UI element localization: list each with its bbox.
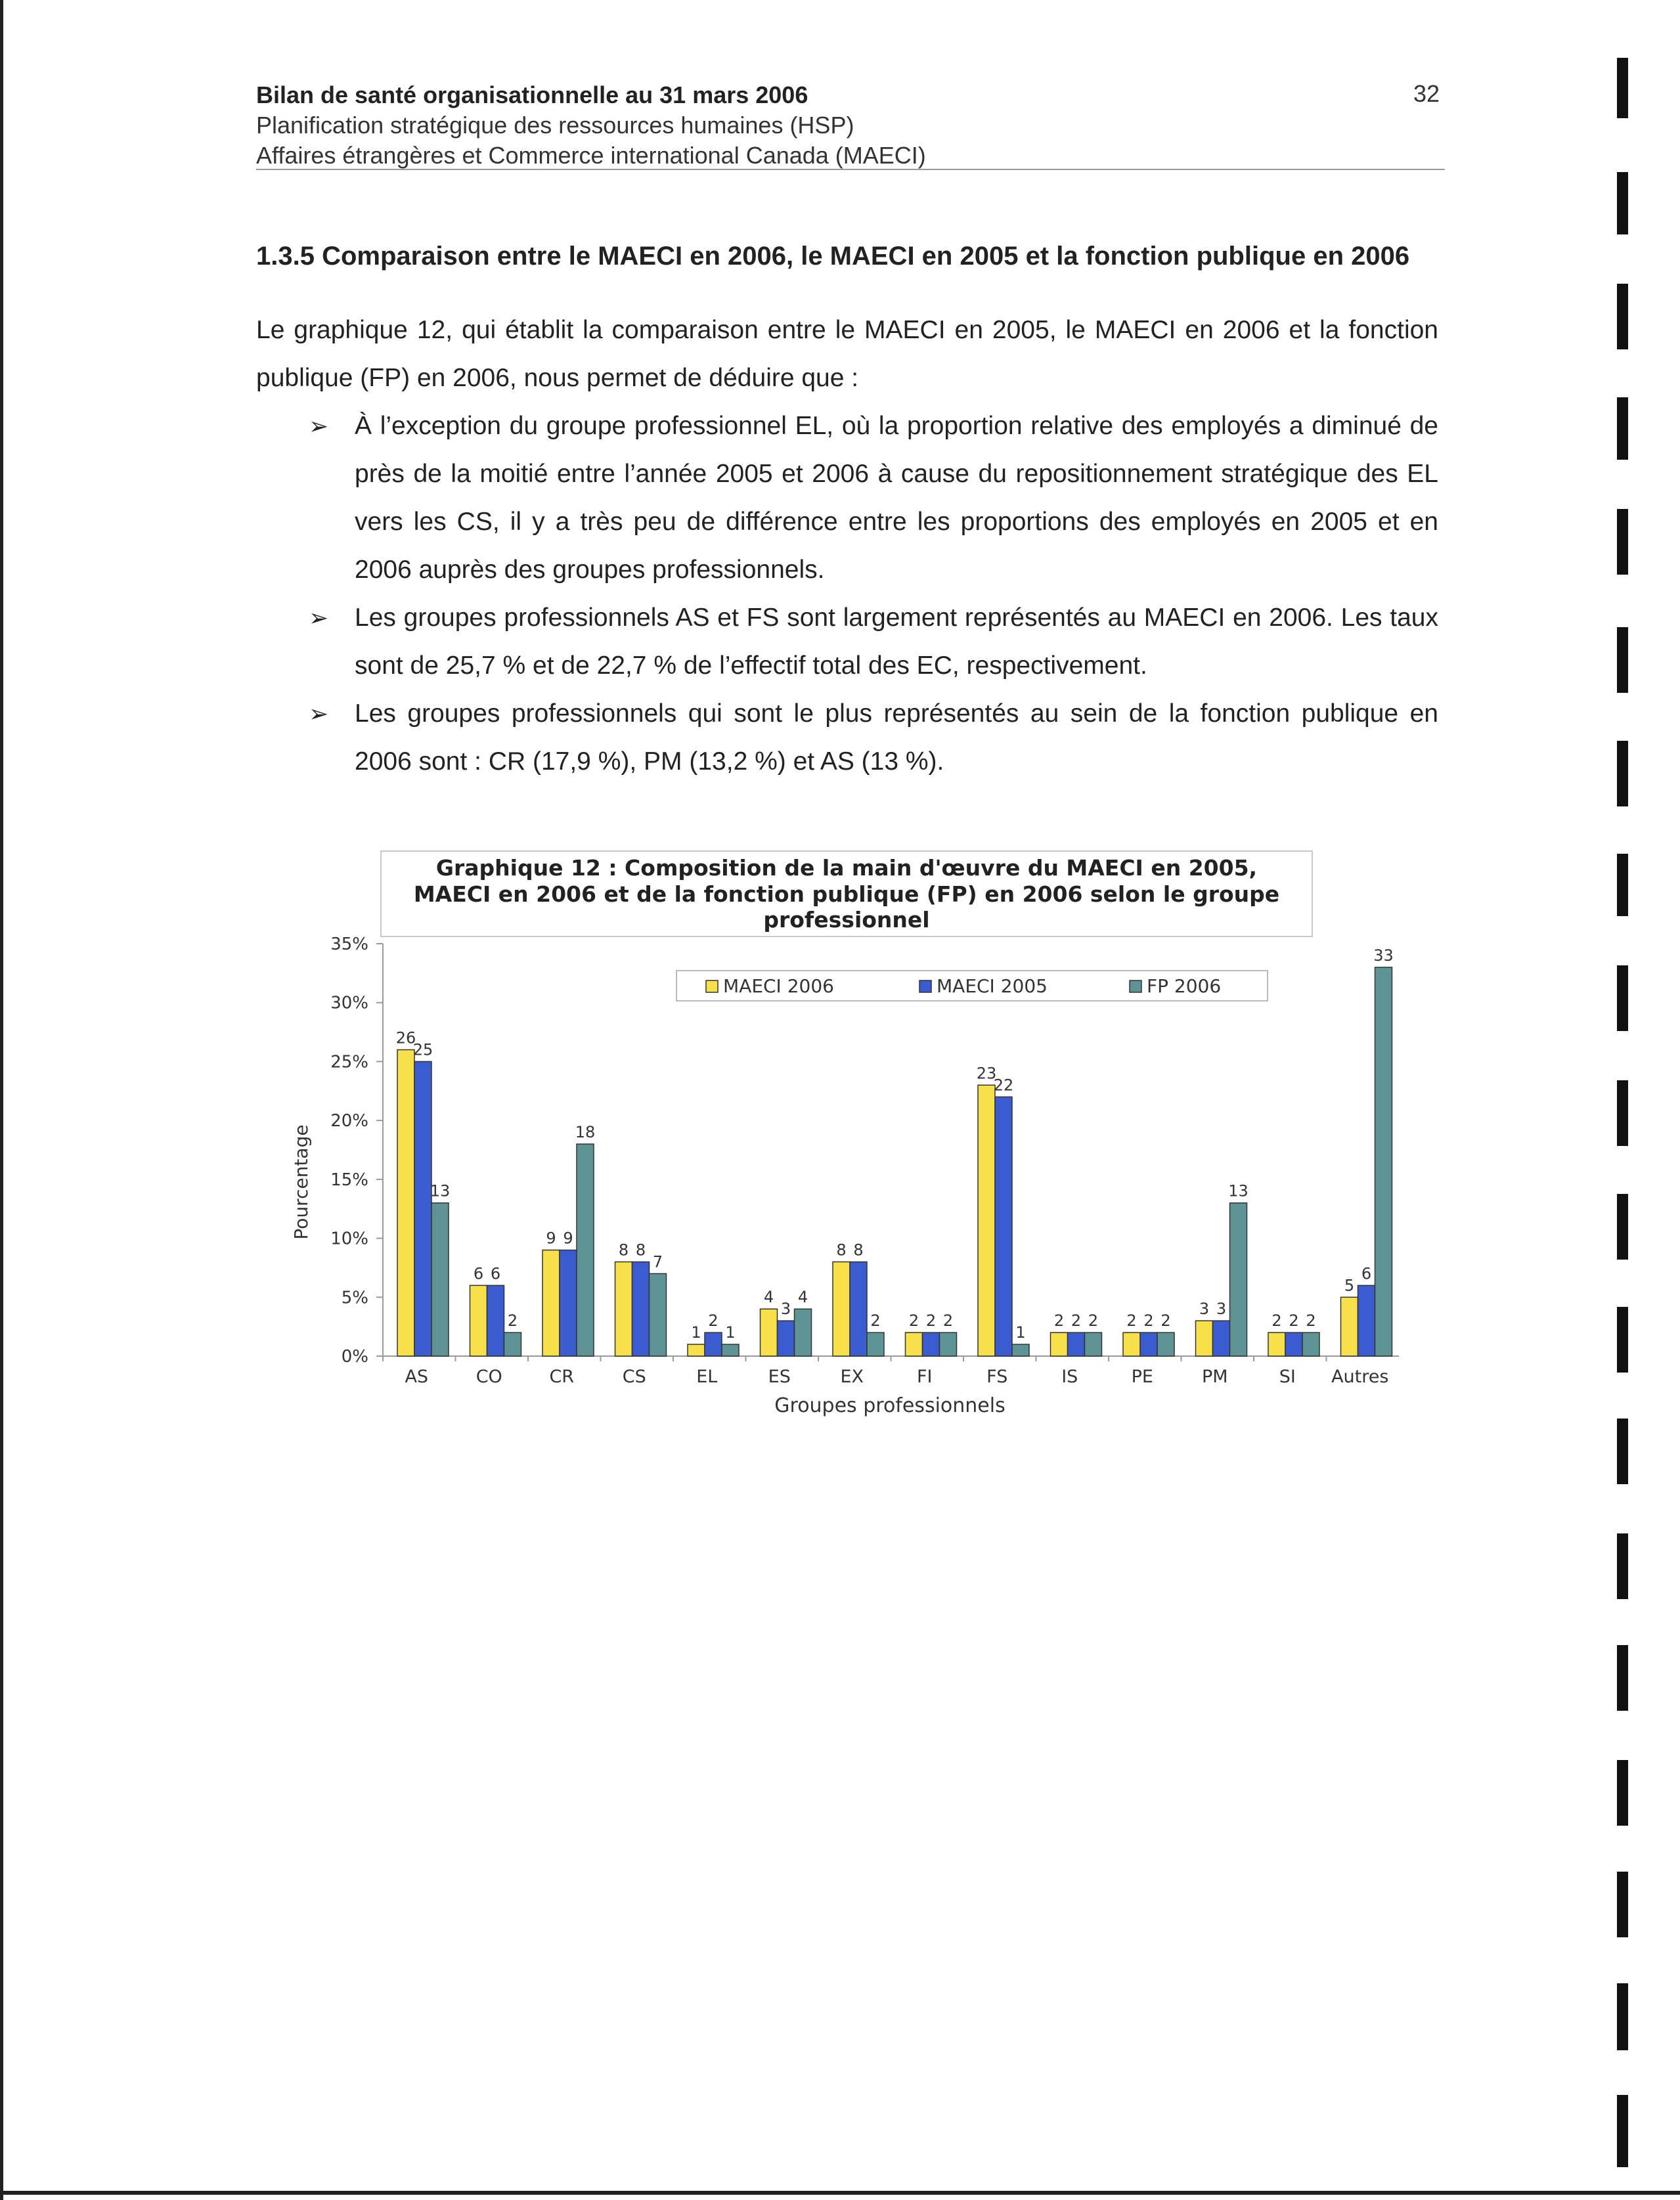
bar xyxy=(542,1250,560,1356)
bar-value-label: 6 xyxy=(473,1264,484,1283)
bar-value-label: 1 xyxy=(691,1323,701,1342)
x-tick-label: AS xyxy=(405,1367,429,1387)
bar xyxy=(867,1332,884,1356)
bar-value-label: 18 xyxy=(575,1123,596,1142)
bar-value-label: 2 xyxy=(1088,1311,1099,1331)
bar xyxy=(650,1273,667,1356)
chart-title-line: MAECI en 2006 et de la fonction publique (FP) en 2006 selon le groupe xyxy=(413,881,1280,907)
x-tick-label: IS xyxy=(1061,1367,1078,1387)
bar-value-label: 2 xyxy=(1289,1311,1299,1331)
bar-value-label: 23 xyxy=(976,1064,997,1083)
bar-value-label: 5 xyxy=(1344,1276,1355,1295)
bar-value-label: 1 xyxy=(725,1323,736,1342)
x-tick-label: FI xyxy=(917,1367,933,1387)
bar xyxy=(850,1262,867,1356)
bar xyxy=(688,1344,705,1356)
bar-value-label: 6 xyxy=(490,1264,501,1283)
bar xyxy=(978,1085,995,1356)
x-tick-label: EX xyxy=(840,1367,864,1387)
bar-value-label: 8 xyxy=(853,1241,864,1260)
x-tick-label: EL xyxy=(696,1367,718,1387)
bar xyxy=(1196,1321,1213,1356)
x-tick-label: FS xyxy=(986,1367,1008,1387)
x-tick-label: ES xyxy=(768,1367,791,1387)
bar xyxy=(577,1144,594,1356)
bar xyxy=(1268,1332,1285,1356)
bar-value-label: 33 xyxy=(1373,946,1394,965)
x-tick-label: SI xyxy=(1279,1367,1296,1387)
bar xyxy=(397,1049,414,1356)
bar xyxy=(923,1332,940,1356)
bar xyxy=(431,1203,449,1356)
header-document-title: Bilan de santé organisationnelle au 31 mars 2006 xyxy=(256,81,808,108)
bar-value-label: 1 xyxy=(1015,1323,1026,1342)
intro-paragraph: Le graphique 12, qui établit la comparaison entre le MAECI en 2005, le MAECI en 2006 et la fonction publique (FP) en 2006, nous permet de déduire que : xyxy=(256,316,1438,392)
x-tick-label: CS xyxy=(622,1367,646,1387)
bar xyxy=(560,1250,577,1356)
x-tick-label: CR xyxy=(549,1367,575,1387)
bar xyxy=(1012,1344,1029,1356)
bar xyxy=(705,1332,722,1356)
y-axis-label: Pourcentage xyxy=(290,1124,312,1240)
section-heading: 1.3.5 Comparaison entre le MAECI en 2006, le MAECI en 2005 et la fonction publique en 2006 xyxy=(256,242,1410,271)
bar-value-label: 26 xyxy=(395,1028,416,1047)
bar-value-label: 2 xyxy=(708,1311,718,1331)
bar-value-label: 9 xyxy=(546,1229,556,1248)
bar xyxy=(833,1262,850,1356)
bullet-text: Les groupes professionnels qui sont le plus représentés au sein de la fonction publique en 2006 sont : CR (17,9 %), PM (13,2 %) et AS (13 %). xyxy=(355,699,1438,776)
bar-value-label: 22 xyxy=(993,1076,1014,1095)
bar-value-label: 2 xyxy=(908,1311,919,1331)
bullet-text: À l’exception du groupe professionnel EL, où la proportion relative des employés a diminué de près de la moitié entre l’année 2005 et 2006 à cause du repositionnement stratégique des EL vers les CS, il y a très peu de différence entre les proportions des employés en 2005 et en 2006 auprès des groupes professionnels. xyxy=(355,412,1438,584)
x-tick-label: PM xyxy=(1201,1367,1228,1387)
bar-value-label: 2 xyxy=(1071,1311,1082,1331)
legend-swatch xyxy=(919,980,931,992)
bar-value-label: 2 xyxy=(1126,1311,1137,1331)
legend-label: MAECI 2006 xyxy=(723,975,834,997)
bar-value-label: 8 xyxy=(618,1241,629,1260)
legend-swatch xyxy=(706,980,718,992)
bar-value-label: 2 xyxy=(942,1311,954,1331)
bar-value-label: 3 xyxy=(1199,1300,1210,1319)
bar-value-label: 2 xyxy=(1306,1311,1316,1331)
bar xyxy=(1230,1203,1247,1356)
bar-value-label: 2 xyxy=(925,1311,937,1331)
bar-value-label: 2 xyxy=(507,1311,518,1331)
y-tick-label: 20% xyxy=(330,1111,368,1132)
bar xyxy=(906,1332,923,1356)
x-tick-label: CO xyxy=(475,1367,502,1387)
bar xyxy=(470,1285,487,1356)
bar-value-label: 8 xyxy=(635,1241,646,1260)
bar-value-label: 2 xyxy=(1271,1311,1282,1331)
bar xyxy=(1358,1285,1375,1356)
bar-value-label: 2 xyxy=(870,1311,881,1331)
bar-value-label: 8 xyxy=(836,1241,847,1260)
x-axis-label: Groupes professionnels xyxy=(774,1394,1006,1417)
y-tick-label: 15% xyxy=(330,1170,368,1190)
legend-swatch xyxy=(1130,980,1141,992)
bar xyxy=(1375,967,1392,1356)
bar xyxy=(414,1061,431,1356)
bar-value-label: 2 xyxy=(1161,1311,1171,1331)
bar-value-label: 13 xyxy=(430,1181,451,1200)
chart-plot-area xyxy=(330,935,1399,1387)
bar xyxy=(1302,1332,1319,1356)
legend-label: MAECI 2005 xyxy=(937,975,1048,997)
legend-label: FP 2006 xyxy=(1147,975,1222,997)
chart-title-line: Graphique 12 : Composition de la main d'œuvre du MAECI en 2005, xyxy=(435,855,1258,881)
bar xyxy=(1123,1332,1140,1356)
arrow-bullet-icon: ➢ xyxy=(309,700,329,727)
bar-value-label: 3 xyxy=(1216,1300,1227,1319)
bar-value-label: 3 xyxy=(780,1300,791,1319)
bar xyxy=(995,1097,1012,1356)
bar-value-label: 4 xyxy=(797,1288,808,1307)
bar xyxy=(1341,1297,1358,1356)
page-number: 32 xyxy=(1413,80,1440,107)
bar-value-label: 13 xyxy=(1228,1181,1249,1200)
bar xyxy=(1285,1332,1302,1356)
y-tick-label: 10% xyxy=(330,1229,368,1249)
bar xyxy=(1085,1332,1102,1356)
y-tick-label: 0% xyxy=(341,1347,368,1367)
bar xyxy=(632,1262,650,1356)
bar-value-label: 25 xyxy=(412,1040,433,1059)
bar xyxy=(795,1309,812,1356)
header-organization: Affaires étrangères et Commerce international Canada (MAECI) xyxy=(256,142,926,169)
bar-value-label: 2 xyxy=(1053,1311,1065,1331)
bar xyxy=(1213,1321,1230,1356)
bar xyxy=(615,1262,632,1356)
bar xyxy=(1051,1332,1068,1356)
bar xyxy=(504,1332,521,1356)
bar xyxy=(1157,1332,1174,1356)
y-tick-label: 30% xyxy=(330,993,368,1013)
x-tick-label: Autres xyxy=(1331,1367,1389,1387)
bar xyxy=(1068,1332,1085,1356)
bar-value-label: 2 xyxy=(1143,1311,1154,1331)
y-tick-label: 25% xyxy=(330,1052,368,1072)
bullet-text: Les groupes professionnels AS et FS sont largement représentés au MAECI en 2006. Les taux sont de 25,7 % et de 22,7 % de l’effectif total des EC, respectivement. xyxy=(355,604,1438,680)
chart-title-line: professionnel xyxy=(763,907,930,933)
bar-value-label: 4 xyxy=(763,1288,774,1307)
bar xyxy=(940,1332,957,1356)
arrow-bullet-icon: ➢ xyxy=(309,412,329,439)
bar xyxy=(487,1285,504,1356)
bar xyxy=(1140,1332,1157,1356)
y-tick-label: 35% xyxy=(330,935,368,954)
bar xyxy=(761,1309,778,1356)
bar-value-label: 7 xyxy=(652,1252,663,1271)
bar xyxy=(722,1344,739,1356)
arrow-bullet-icon: ➢ xyxy=(309,604,329,631)
bar-value-label: 9 xyxy=(563,1229,573,1248)
bar-value-label: 6 xyxy=(1361,1264,1372,1283)
header-subtitle: Planification stratégique des ressources humaines (HSP) xyxy=(256,112,854,139)
bar xyxy=(778,1321,795,1356)
x-tick-label: PE xyxy=(1131,1367,1153,1387)
y-tick-label: 5% xyxy=(341,1288,368,1308)
